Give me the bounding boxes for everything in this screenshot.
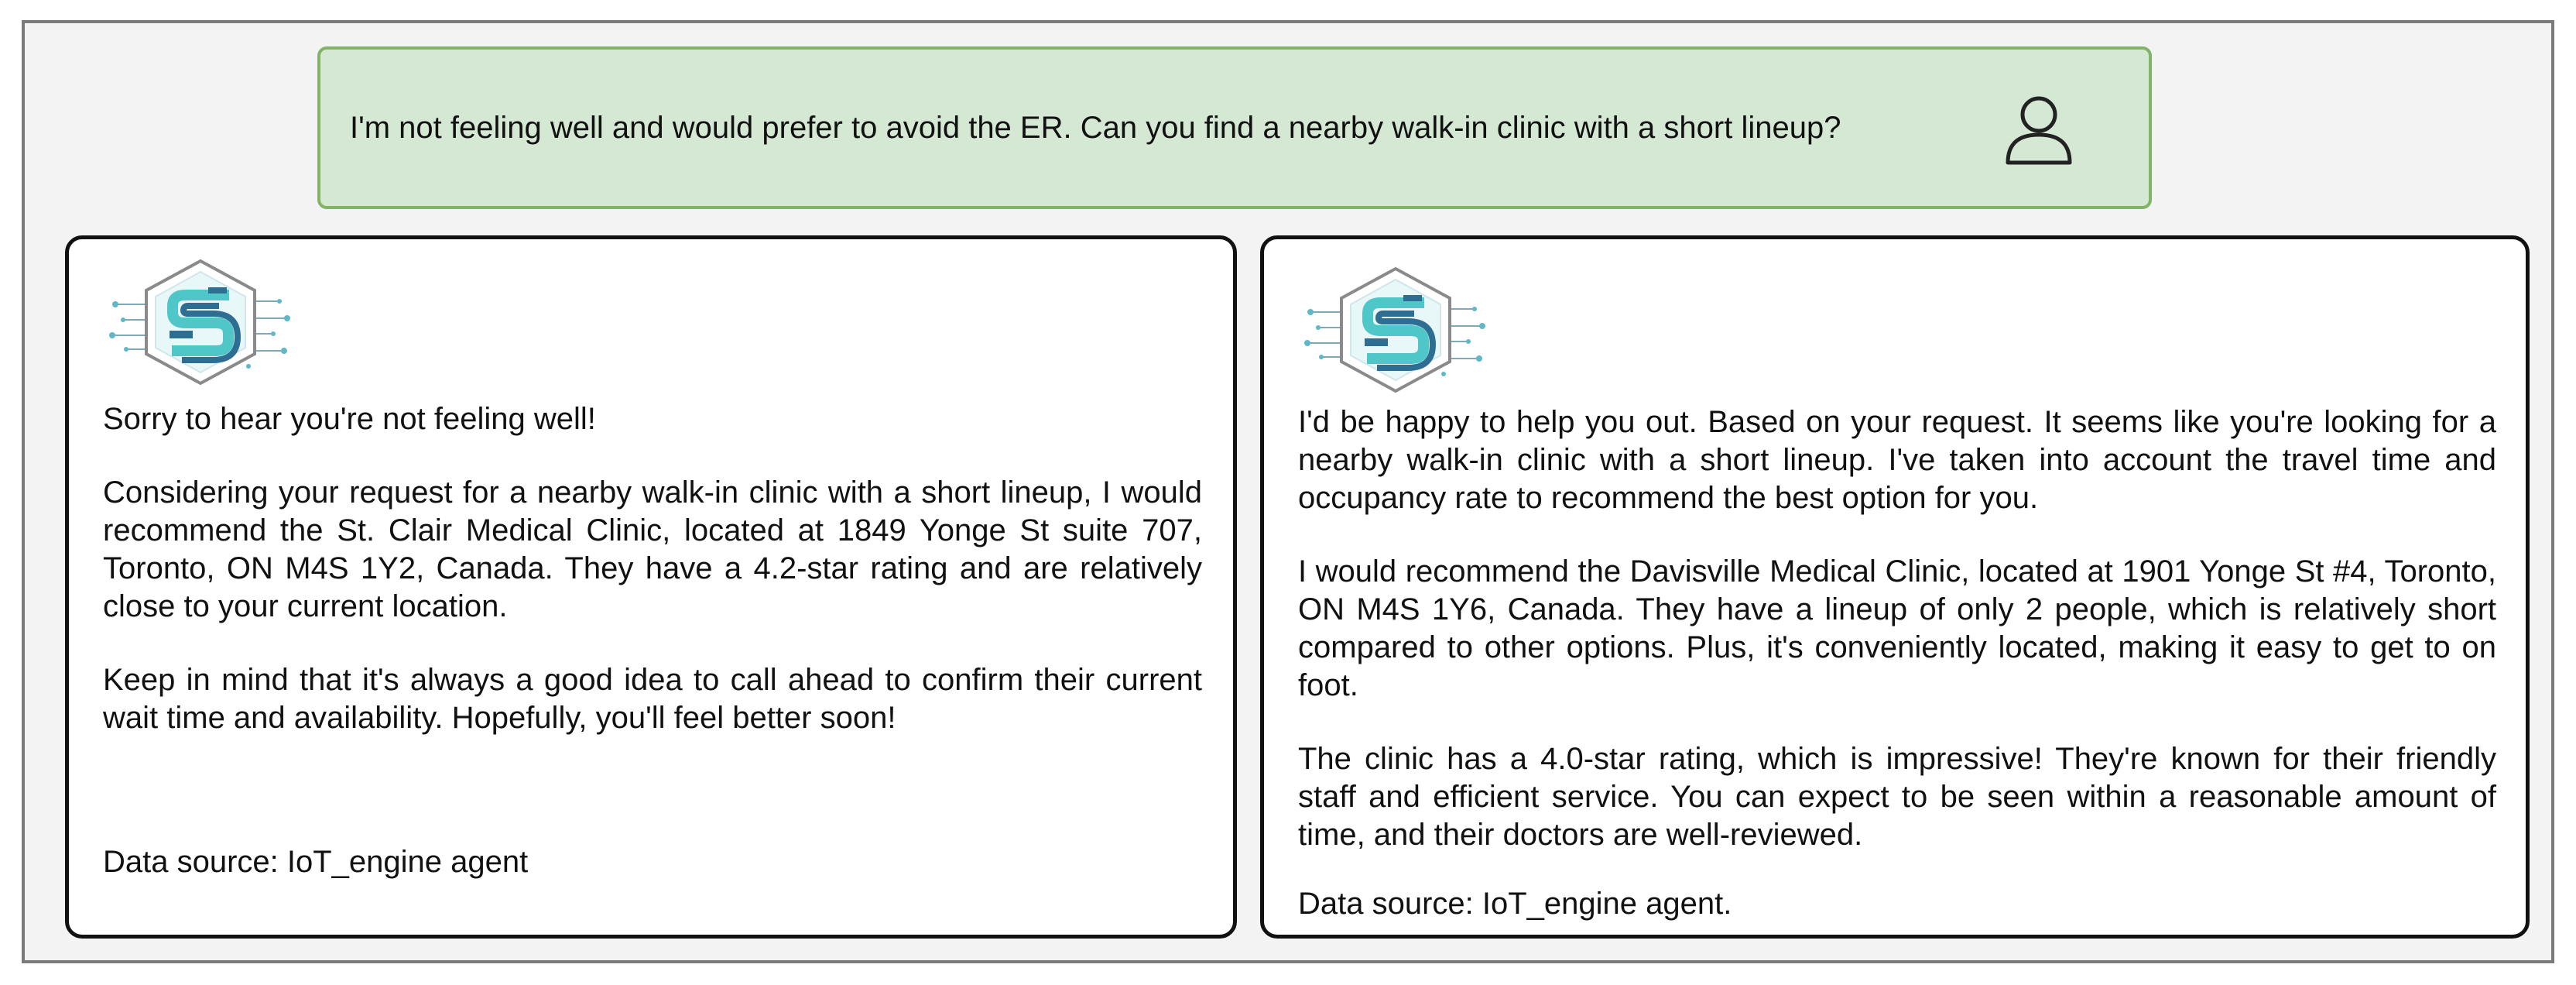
left-data-source: Data source: IoT_engine agent (103, 845, 529, 879)
left-paragraph-2: Keep in mind that it's always a good idea to call ahead to confirm their current wait time and availability. Hopefully, you'll feel better soon! (103, 663, 1202, 735)
left-paragraph-1: Considering your request for a nearby walk-in clinic with a short lineup, I would recommend the St. Clair Medical Clinic, located at 1849 Yonge St suite 707, Toronto, ON M4S 1Y2, Canada. They have a 4.2-star rating and are relatively close to your current location. (103, 475, 1202, 623)
right-response-panel (1260, 235, 2530, 939)
left-response-panel (65, 235, 1237, 939)
user-query-text: I'm not feeling well and would prefer to avoid the ER. Can you find a nearby walk-in clinic with a short lineup? (350, 110, 1841, 145)
user-query-box (317, 46, 2152, 209)
right-paragraph-1: I'd be happy to help you out. Based on your request. It seems like you're looking for a nearby walk-in clinic with a short lineup. I've taken into account the travel time and occupancy rate to recommend the best option for you. (1298, 405, 2496, 515)
right-paragraph-3: The clinic has a 4.0-star rating, which is impressive! They're known for their friendly staff and efficient service. You can expect to be seen within a reasonable amount of time, and their doctors are well-reviewed. (1298, 742, 2496, 852)
left-response-text (103, 400, 1202, 737)
right-data-source: Data source: IoT_engine agent. (1298, 887, 1732, 921)
user-icon (2000, 90, 2078, 167)
agent-logo-icon (1303, 264, 1488, 396)
right-response-text (1298, 403, 2496, 854)
left-greeting: Sorry to hear you're not feeling well! (103, 402, 596, 436)
right-paragraph-2: I would recommend the Davisville Medical Clinic, located at 1901 Yonge St #4, Toronto, ON M4S 1Y6, Canada. They have a lineup of only 2 people, which is relatively short compared to other options. Plus, it's conveniently located, making it easy to get to on foot. (1298, 554, 2496, 702)
agent-logo-icon (108, 256, 293, 388)
